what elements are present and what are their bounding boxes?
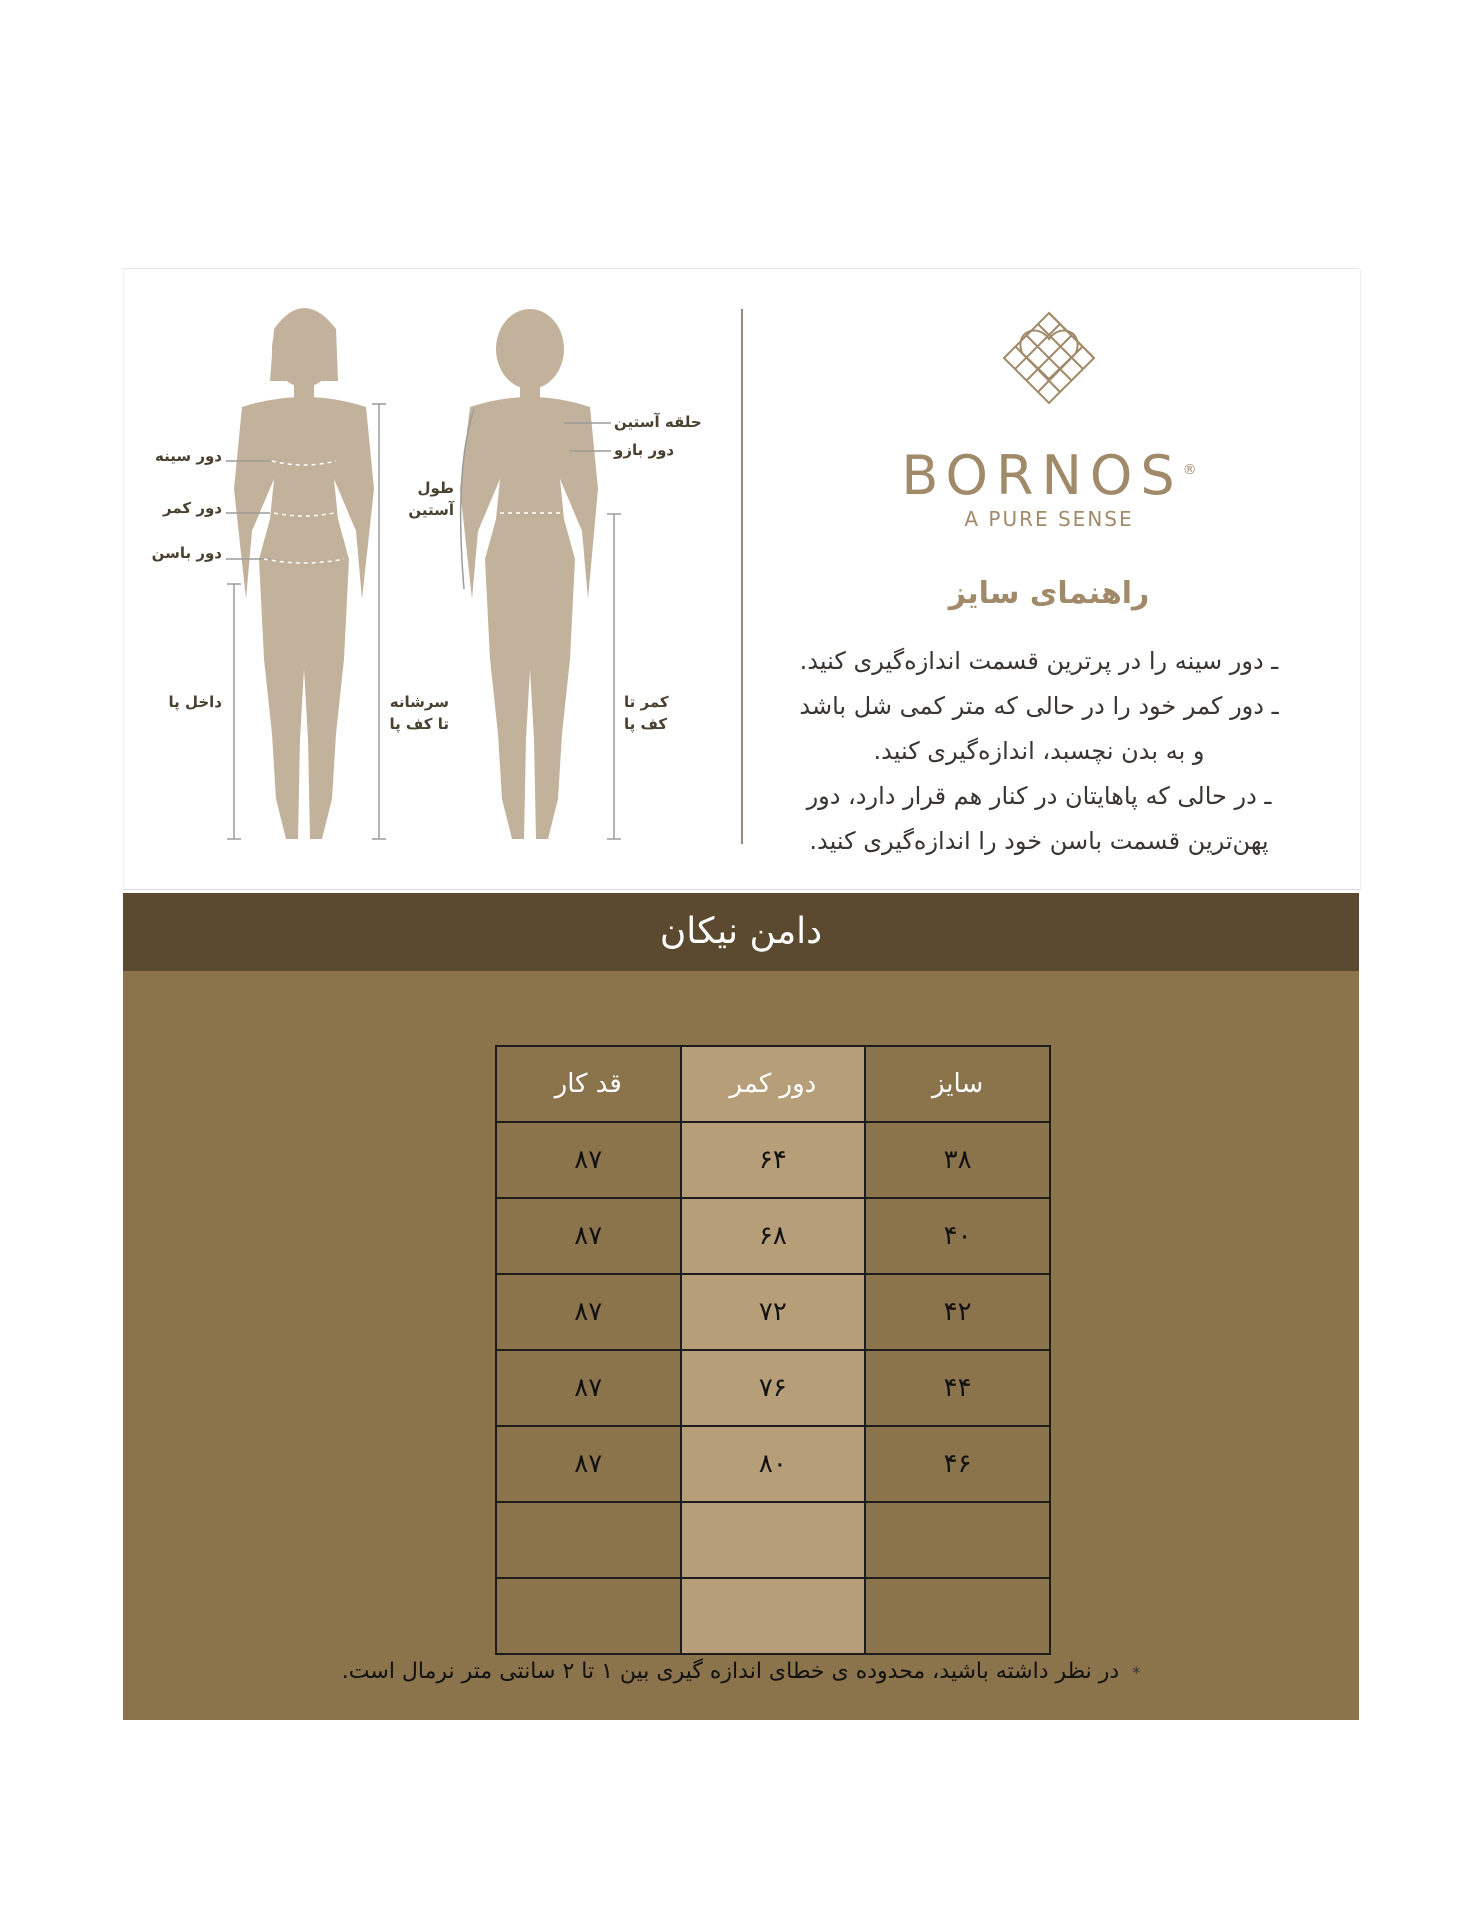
cell-size: ۴۴ — [865, 1350, 1050, 1426]
label-armhole: حلقه آستین — [614, 413, 702, 431]
cell-waist: ۸۰ — [681, 1426, 866, 1502]
cell-size — [865, 1578, 1050, 1654]
header-waist: دور کمر — [681, 1046, 866, 1122]
brand-name: BORNOS® — [901, 444, 1197, 507]
label-waist-to-floor-1: کمر تا — [624, 693, 669, 711]
cell-waist: ۷۲ — [681, 1274, 866, 1350]
table-header-row — [496, 1046, 1050, 1122]
product-title-band — [123, 893, 1359, 971]
instruction-line: ـ دور کمر خود را در حالی که متر کمی شل باشد — [799, 692, 1279, 720]
cell-waist: ۶۸ — [681, 1198, 866, 1274]
table-row — [496, 1198, 1050, 1274]
instruction-line: ـ در حالی که پاهایتان در کنار هم قرار دارد، دور — [806, 782, 1272, 810]
body-figures-illustration — [124, 269, 744, 889]
table-row — [496, 1122, 1050, 1198]
front-figure — [234, 308, 374, 839]
brand-logo-icon — [994, 309, 1104, 409]
label-waist-to-floor-2: کف پا — [624, 715, 668, 733]
label-arm: دور بازو — [614, 441, 675, 459]
cell-waist: ۷۶ — [681, 1350, 866, 1426]
size-guide-card — [123, 268, 1359, 1720]
cell-length: ۸۷ — [496, 1122, 681, 1198]
brand-tagline: A PURE SENSE — [964, 507, 1134, 531]
cell-size: ۴۶ — [865, 1426, 1050, 1502]
cell-length: ۸۷ — [496, 1350, 681, 1426]
note-star: * — [1132, 1663, 1141, 1682]
instruction-line: و به بدن نچسبد، اندازه‌گیری کنید. — [873, 737, 1205, 765]
table-row — [496, 1350, 1050, 1426]
cell-size — [865, 1502, 1050, 1578]
table-row — [496, 1274, 1050, 1350]
header-length: قد کار — [496, 1046, 681, 1122]
table-row — [496, 1502, 1050, 1578]
cell-length: ۸۷ — [496, 1198, 681, 1274]
label-waist: دور کمر — [163, 499, 222, 517]
cell-waist — [681, 1502, 866, 1578]
table-row — [496, 1426, 1050, 1502]
product-title: دامن نیکان — [659, 911, 823, 952]
measurement-note — [123, 1659, 1359, 1684]
header-size: سایز — [865, 1046, 1050, 1122]
cell-length: ۸۷ — [496, 1426, 681, 1502]
table-row — [496, 1578, 1050, 1654]
size-table — [495, 1045, 1051, 1655]
size-guide-title: راهنمای سایز — [948, 576, 1150, 611]
note-text: در نظر داشته باشید، محدوده ی خطای اندازه گیری بین ۱ تا ۲ سانتی متر نرمال است. — [341, 1659, 1120, 1684]
cell-size: ۴۰ — [865, 1198, 1050, 1274]
label-inseam: داخل پا — [168, 693, 222, 711]
cell-size: ۳۸ — [865, 1122, 1050, 1198]
instruction-line: پهن‌ترین قسمت باسن خود را اندازه‌گیری کنید. — [809, 827, 1269, 855]
size-table-panel — [123, 971, 1359, 1720]
instruction-line: ـ دور سینه را در پرترین قسمت اندازه‌گیری کنید. — [799, 647, 1279, 675]
cell-length — [496, 1502, 681, 1578]
cell-waist — [681, 1578, 866, 1654]
vertical-divider — [741, 309, 743, 844]
cell-length: ۸۷ — [496, 1274, 681, 1350]
back-figure — [460, 309, 598, 839]
cell-length — [496, 1578, 681, 1654]
cell-waist: ۶۴ — [681, 1122, 866, 1198]
body-figures — [124, 269, 744, 889]
label-shoulder-to-floor-2: تا کف پا — [389, 715, 449, 733]
brand-block — [764, 309, 1334, 869]
label-shoulder-to-floor-1: سرشانه — [389, 693, 449, 711]
label-sleeve-1: طول — [417, 479, 454, 497]
label-sleeve-2: آستین — [408, 501, 454, 519]
cell-size: ۴۲ — [865, 1274, 1050, 1350]
label-bust: دور سینه — [155, 447, 222, 465]
measurement-guide-panel — [123, 269, 1361, 890]
label-hip: دور باسن — [151, 544, 222, 562]
measurement-instructions — [794, 639, 1284, 864]
